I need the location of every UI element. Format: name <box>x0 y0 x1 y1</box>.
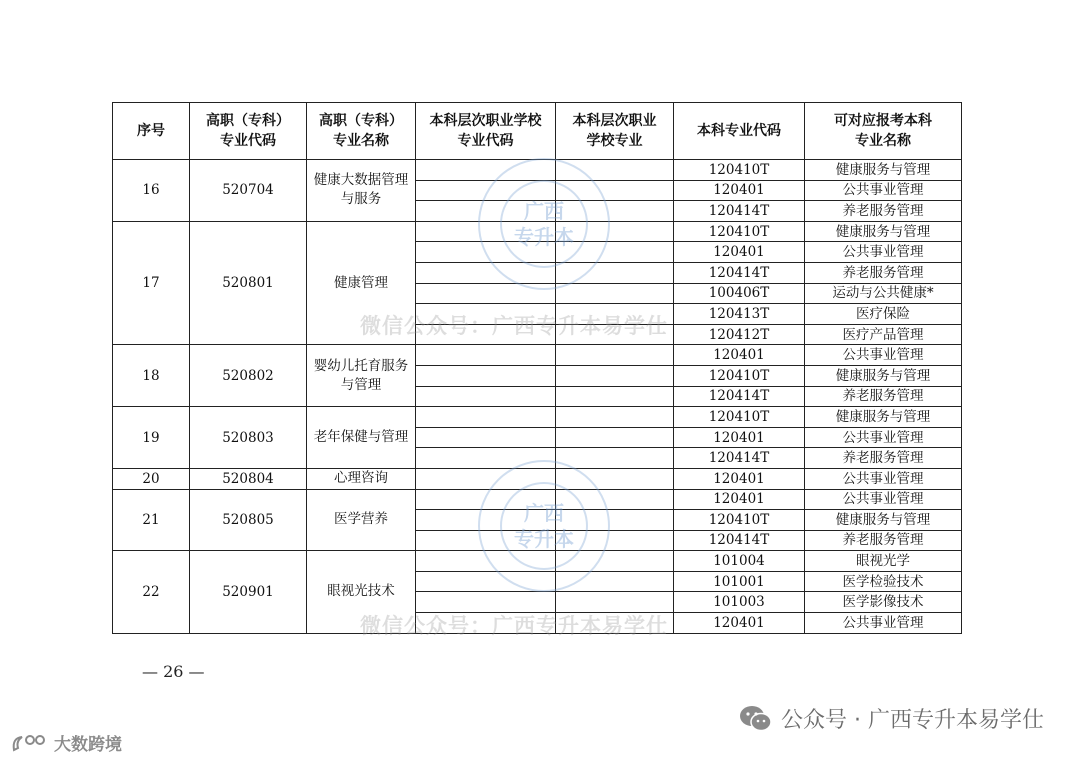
vocational-code-cell: 520901 <box>190 551 307 633</box>
undergrad-vocational-code-cell <box>416 510 556 531</box>
undergrad-vocational-major-cell <box>556 283 674 304</box>
undergrad-vocational-major-cell <box>556 386 674 407</box>
watermark-text: 微信公众号：广西专升本易学仕 <box>360 314 668 338</box>
vocational-code-cell: 520804 <box>190 468 307 489</box>
header-cell <box>190 103 307 160</box>
undergrad-vocational-major-cell <box>556 448 674 469</box>
bachelor-code-cell: 120401 <box>674 468 805 489</box>
bachelor-major-cell: 医疗保险 <box>805 304 962 325</box>
bachelor-code-cell: 120401 <box>674 180 805 201</box>
table-row <box>113 160 962 181</box>
bachelor-major-cell: 公共事业管理 <box>805 613 962 634</box>
undergrad-vocational-code-cell <box>416 407 556 428</box>
undergrad-vocational-major-cell <box>556 571 674 592</box>
header-line: 高职（专科） <box>319 113 403 129</box>
undergrad-vocational-major-cell <box>556 551 674 572</box>
vocational-code-cell: 520801 <box>190 221 307 345</box>
bachelor-code-cell: 120414T <box>674 530 805 551</box>
table-row <box>113 407 962 428</box>
table-row <box>113 345 962 366</box>
bachelor-major-cell: 医学影像技术 <box>805 592 962 613</box>
bachelor-major-cell: 医疗产品管理 <box>805 324 962 345</box>
footer-brand <box>739 703 1044 734</box>
seq-cell: 18 <box>113 345 190 407</box>
vocational-code-cell: 520803 <box>190 407 307 469</box>
header-line: 序号 <box>137 123 165 139</box>
header-line: 专业名称 <box>333 133 389 149</box>
seq-cell: 20 <box>113 468 190 489</box>
vocational-name-cell: 老年保健与管理 <box>307 407 416 469</box>
bachelor-code-cell: 120410T <box>674 160 805 181</box>
undergrad-vocational-major-cell <box>556 407 674 428</box>
undergrad-vocational-code-cell <box>416 180 556 201</box>
corner-logo-label: 大数跨境 <box>54 735 122 755</box>
undergrad-vocational-major-cell <box>556 242 674 263</box>
bachelor-code-cell: 101004 <box>674 551 805 572</box>
vocational-code-cell: 520802 <box>190 345 307 407</box>
bachelor-code-cell: 120413T <box>674 304 805 325</box>
undergrad-vocational-major-cell <box>556 510 674 531</box>
bachelor-code-cell: 120414T <box>674 262 805 283</box>
bachelor-major-cell: 公共事业管理 <box>805 242 962 263</box>
header-line: 高职（专科） <box>206 113 290 129</box>
undergrad-vocational-major-cell <box>556 262 674 283</box>
vocational-name-cell: 心理咨询 <box>307 468 416 489</box>
undergrad-vocational-code-cell <box>416 304 556 325</box>
undergrad-vocational-major-cell <box>556 304 674 325</box>
corner-logo <box>10 730 122 755</box>
bachelor-major-cell: 公共事业管理 <box>805 489 962 510</box>
bachelor-major-cell: 养老服务管理 <box>805 201 962 222</box>
header-cell <box>416 103 556 160</box>
bachelor-code-cell: 120401 <box>674 242 805 263</box>
undergrad-vocational-code-cell <box>416 592 556 613</box>
bachelor-major-cell: 养老服务管理 <box>805 262 962 283</box>
undergrad-vocational-code-cell <box>416 551 556 572</box>
table-body <box>113 160 962 634</box>
undergrad-vocational-major-cell <box>556 324 674 345</box>
header-line: 本科层次职业 <box>572 113 657 129</box>
table-header-row <box>113 103 962 160</box>
header-line: 专业名称 <box>855 133 911 149</box>
bachelor-code-cell: 120414T <box>674 386 805 407</box>
undergrad-vocational-code-cell <box>416 160 556 181</box>
bachelor-major-cell: 健康服务与管理 <box>805 221 962 242</box>
vocational-name-cell: 健康大数据管理与服务 <box>307 160 416 222</box>
bachelor-major-cell: 公共事业管理 <box>805 345 962 366</box>
undergrad-vocational-major-cell <box>556 221 674 242</box>
seal-text: 广西 专升本 <box>514 501 574 551</box>
undergrad-vocational-code-cell <box>416 468 556 489</box>
header-line: 本科专业代码 <box>697 123 781 139</box>
page-number: — 26 — <box>142 662 205 681</box>
vocational-code-cell: 520704 <box>190 160 307 222</box>
bachelor-code-cell: 100406T <box>674 283 805 304</box>
bachelor-code-cell: 101003 <box>674 592 805 613</box>
bachelor-major-cell: 健康服务与管理 <box>805 365 962 386</box>
undergrad-vocational-code-cell <box>416 448 556 469</box>
undergrad-vocational-code-cell <box>416 427 556 448</box>
undergrad-vocational-code-cell <box>416 242 556 263</box>
undergrad-vocational-major-cell <box>556 201 674 222</box>
undergrad-vocational-major-cell <box>556 530 674 551</box>
vocational-name-cell: 医学营养 <box>307 489 416 551</box>
table-row <box>113 221 962 242</box>
undergrad-vocational-code-cell <box>416 386 556 407</box>
bachelor-major-cell: 公共事业管理 <box>805 180 962 201</box>
seq-cell: 16 <box>113 160 190 222</box>
bachelor-code-cell: 101001 <box>674 571 805 592</box>
header-cell <box>805 103 962 160</box>
watermark-text: 微信公众号：广西专升本易学仕 <box>360 614 668 638</box>
seal-text: 广西 专升本 <box>514 199 574 249</box>
undergrad-vocational-code-cell <box>416 345 556 366</box>
bachelor-code-cell: 120410T <box>674 221 805 242</box>
undergrad-vocational-major-cell <box>556 592 674 613</box>
header-cell <box>556 103 674 160</box>
undergrad-vocational-major-cell <box>556 468 674 489</box>
header-line: 专业代码 <box>457 133 514 149</box>
undergrad-vocational-code-cell <box>416 530 556 551</box>
undergrad-vocational-code-cell <box>416 262 556 283</box>
undergrad-vocational-code-cell <box>416 201 556 222</box>
undergrad-vocational-code-cell <box>416 489 556 510</box>
bachelor-code-cell: 120414T <box>674 201 805 222</box>
bachelor-major-cell: 公共事业管理 <box>805 468 962 489</box>
footer-brand-label: 公众号 · 广西专升本易学仕 <box>781 708 1044 733</box>
undergrad-vocational-major-cell <box>556 365 674 386</box>
bachelor-code-cell: 120412T <box>674 324 805 345</box>
undergrad-vocational-major-cell <box>556 489 674 510</box>
seq-cell: 17 <box>113 221 190 345</box>
bachelor-major-cell: 健康服务与管理 <box>805 160 962 181</box>
cross-border-logo-icon <box>10 732 50 754</box>
undergrad-vocational-major-cell <box>556 180 674 201</box>
header-line: 可对应报考本科 <box>834 113 932 129</box>
table-row <box>113 551 962 572</box>
majors-table <box>112 102 962 634</box>
undergrad-vocational-code-cell <box>416 571 556 592</box>
bachelor-major-cell: 养老服务管理 <box>805 530 962 551</box>
bachelor-code-cell: 120401 <box>674 345 805 366</box>
undergrad-vocational-major-cell <box>556 613 674 634</box>
vocational-code-cell: 520805 <box>190 489 307 551</box>
bachelor-major-cell: 养老服务管理 <box>805 448 962 469</box>
bachelor-major-cell: 健康服务与管理 <box>805 407 962 428</box>
undergrad-vocational-code-cell <box>416 365 556 386</box>
bachelor-major-cell: 运动与公共健康* <box>805 283 962 304</box>
bachelor-major-cell: 健康服务与管理 <box>805 510 962 531</box>
undergrad-vocational-code-cell <box>416 283 556 304</box>
bachelor-code-cell: 120410T <box>674 510 805 531</box>
bachelor-code-cell: 120410T <box>674 407 805 428</box>
bachelor-code-cell: 120401 <box>674 427 805 448</box>
bachelor-major-cell: 养老服务管理 <box>805 386 962 407</box>
seq-cell: 22 <box>113 551 190 633</box>
undergrad-vocational-code-cell <box>416 221 556 242</box>
wechat-icon <box>739 705 773 733</box>
undergrad-vocational-code-cell <box>416 324 556 345</box>
seq-cell: 21 <box>113 489 190 551</box>
vocational-name-cell: 眼视光技术 <box>307 551 416 633</box>
header-line: 本科层次职业学校 <box>429 113 542 129</box>
header-line: 专业代码 <box>220 133 276 149</box>
undergrad-vocational-major-cell <box>556 160 674 181</box>
vocational-name-cell: 健康管理 <box>307 221 416 345</box>
bachelor-major-cell: 医学检验技术 <box>805 571 962 592</box>
undergrad-vocational-major-cell <box>556 427 674 448</box>
undergrad-vocational-code-cell <box>416 613 556 634</box>
seq-cell: 19 <box>113 407 190 469</box>
header-cell <box>674 103 805 160</box>
vocational-name-cell: 婴幼儿托育服务与管理 <box>307 345 416 407</box>
bachelor-code-cell: 120401 <box>674 613 805 634</box>
table-row <box>113 468 962 489</box>
header-cell <box>307 103 416 160</box>
table-row <box>113 489 962 510</box>
header-line: 学校专业 <box>586 133 643 149</box>
bachelor-code-cell: 120401 <box>674 489 805 510</box>
bachelor-code-cell: 120414T <box>674 448 805 469</box>
bachelor-code-cell: 120410T <box>674 365 805 386</box>
bachelor-major-cell: 眼视光学 <box>805 551 962 572</box>
header-cell <box>113 103 190 160</box>
undergrad-vocational-major-cell <box>556 345 674 366</box>
bachelor-major-cell: 公共事业管理 <box>805 427 962 448</box>
